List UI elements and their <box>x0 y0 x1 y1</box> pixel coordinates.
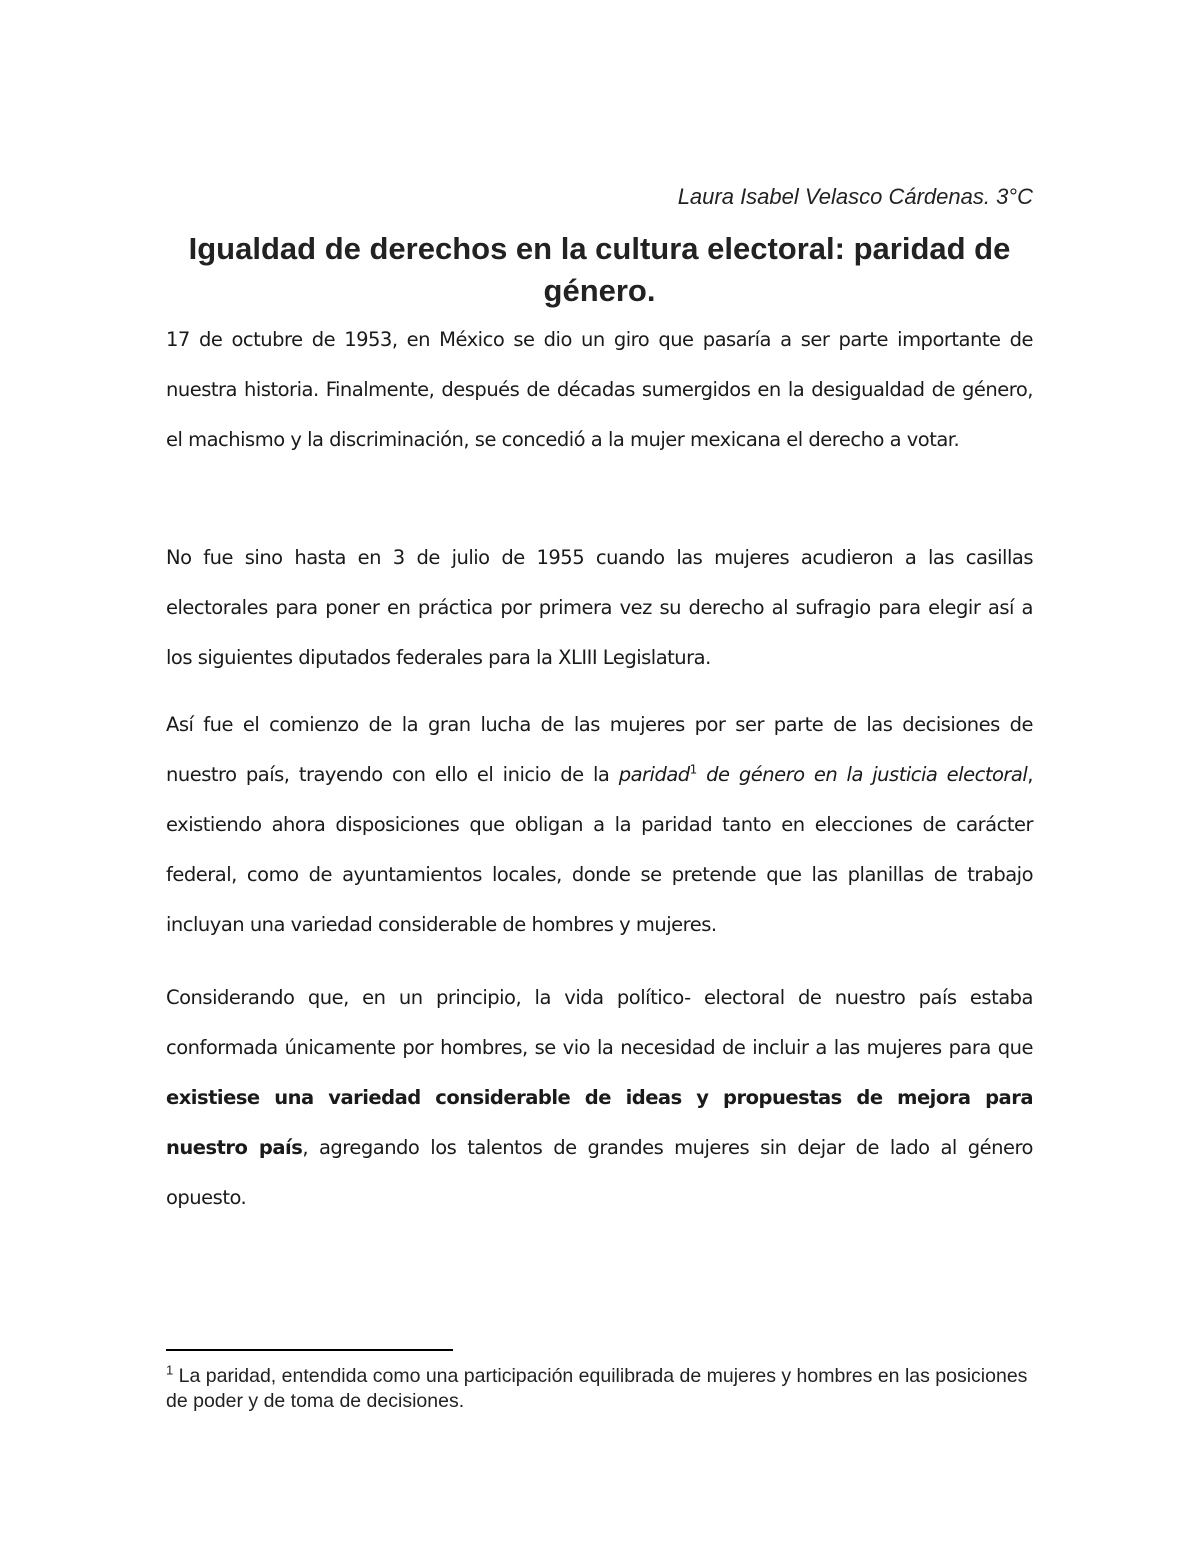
footnote-separator <box>166 1349 453 1351</box>
author-line: Laura Isabel Velasco Cárdenas. 3°C <box>677 184 1033 209</box>
footnote-text: La paridad, entendida como una participación equilibrada de mujeres y hombres en las posiciones de poder y de toma de decisiones. <box>166 1365 1028 1412</box>
document-title: Igualdad de derechos en la cultura electoral: paridad de género. <box>188 231 1011 308</box>
paragraph-4-text-end: , agregando los talentos de grandes mujeres sin dejar de lado al género opuesto. <box>166 1136 1033 1209</box>
paragraph-3-text-end: , existiendo ahora disposiciones que obligan a la paridad tanto en elecciones de carácter federal, como de ayuntamientos locales, donde se pretende que las planillas de trabajo incluyan una variedad considerable de hombres y mujeres. <box>166 763 1033 936</box>
paragraph-3-text-start: Así fue el comienzo de la gran lucha de las mujeres por ser parte de las decisiones de nuestro país, trayendo con ello el inicio de la <box>166 713 1033 786</box>
footnote <box>166 1364 1033 1414</box>
paragraph-2: No fue sino hasta en 3 de julio de 1955 cuando las mujeres acudieron a las casillas electorales para poner en práctica por primera vez su derecho al sufragio para elegir así a los siguientes diputados federales para la XLIII Legislatura. <box>166 546 1033 669</box>
paragraph-4 <box>166 973 1033 1223</box>
paragraph-4-text-start: Considerando que, en un principio, la vida político- electoral de nuestro país estaba conformada únicamente por hombres, se vio la necesidad de incluir a las mujeres para que <box>166 986 1033 1059</box>
paragraph-4-bold-phrase: existiese una variedad considerable de ideas y propuestas de mejora para nuestro país <box>166 1086 1033 1159</box>
paragraph-3 <box>166 700 1033 950</box>
footnote-number: 1 <box>166 1362 174 1378</box>
paragraph-3-italic-phrase: de género en la justicia electoral <box>696 763 1028 786</box>
footnote-reference[interactable]: 1 <box>689 762 697 777</box>
paragraph-1: 17 de octubre de 1953, en México se dio un giro que pasaría a ser parte importante de nuestra historia. Finalmente, después de décadas sumergidos en la desigualdad de género, el machismo y la discriminación, se concedió a la mujer mexicana el derecho a votar. <box>166 328 1033 451</box>
paragraph-3-italic-term: paridad <box>618 763 690 786</box>
